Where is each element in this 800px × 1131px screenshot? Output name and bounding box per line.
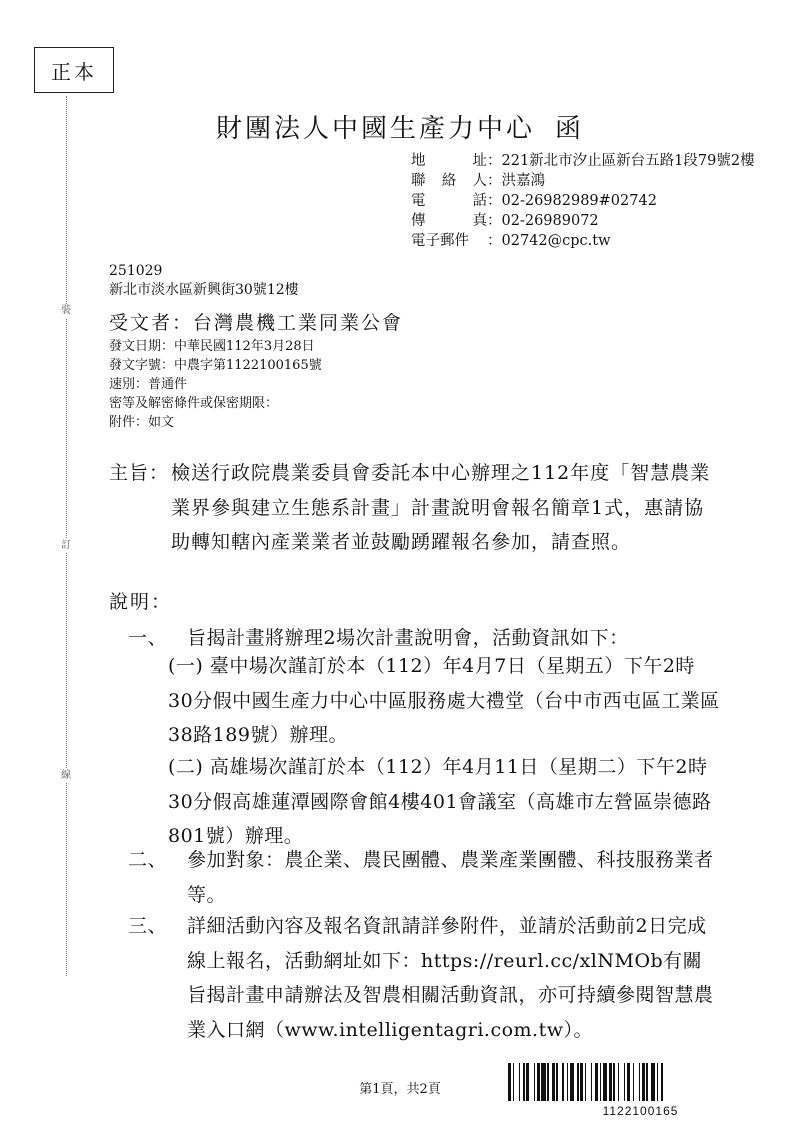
explanation-label: 說明： <box>109 591 173 613</box>
barcode-bar <box>519 1063 521 1101</box>
barcode-bar <box>603 1063 608 1101</box>
attachments: 附件：如文 <box>109 415 175 430</box>
original-copy-stamp: 正本 <box>34 47 114 93</box>
barcode-bar <box>541 1063 546 1101</box>
barcode-bar <box>556 1063 558 1101</box>
barcode-bar <box>595 1063 598 1101</box>
binding-line <box>66 96 67 976</box>
barcode <box>508 1063 773 1123</box>
recipient: 受文者：台灣農機工業同業公會 <box>109 312 404 334</box>
barcode-bar <box>633 1063 635 1101</box>
address-line: 新北市淡水區新興街30號12樓 <box>109 282 299 298</box>
contact-phone-value: 02-26982989#02742 <box>501 193 657 209</box>
subitem-number: (二) <box>168 756 204 778</box>
item-text: 詳細活動內容及報名資訊請詳參附件，並請於活動前2日完成線上報名，活動網址如下：https://reurl.cc/xlNMOb有關旨揭計畫申請辦法及智農相關活動資訊，亦可持續參閱智慧農業入口網（www.intelligentagri.com.tw）。 <box>187 915 714 1041</box>
barcode-bar <box>657 1063 659 1101</box>
barcode-bar <box>534 1063 536 1101</box>
barcode-bar <box>513 1063 515 1101</box>
barcode-bar <box>639 1063 641 1101</box>
barcode-bar <box>508 1063 511 1101</box>
explanation-subitem-1-1 <box>168 649 720 753</box>
item-number: 二、 <box>128 849 168 871</box>
binding-char-ding: 訂 <box>58 539 74 553</box>
explanation-item-2 <box>128 843 718 912</box>
recipient-address <box>109 262 299 300</box>
barcode-bar <box>570 1063 575 1101</box>
contact-person-row: 聯 絡 人 ： 洪嘉鴻 <box>411 173 545 189</box>
subitem-text: 臺中場次謹訂於本（112）年4月7日（星期五）下午2時30分假中國生產力中心中區服務處大禮堂（台中市西屯區工業區38路189號）辦理。 <box>168 655 720 746</box>
document-meta <box>109 337 322 432</box>
barcode-bar <box>526 1063 529 1101</box>
barcode-bar <box>591 1063 593 1101</box>
document-type: 函 <box>555 114 585 144</box>
barcode-bar <box>651 1063 656 1101</box>
postal-code: 251029 <box>109 263 163 279</box>
barcode-bar <box>624 1063 626 1101</box>
contact-fax-value: 02-26989072 <box>501 213 599 229</box>
barcode-bar <box>618 1063 620 1101</box>
subitem-number: (一) <box>168 655 204 677</box>
barcode-bar <box>585 1063 587 1101</box>
barcode-bar <box>661 1063 663 1101</box>
contact-person-value: 洪嘉鴻 <box>501 173 545 189</box>
subject-label: 主旨： <box>109 462 170 484</box>
item-number: 三、 <box>128 915 168 937</box>
barcode-bar <box>552 1063 555 1101</box>
contact-address-value: 221新北市汐止區新台五路1段79號2樓 <box>501 153 755 169</box>
barcode-bar <box>613 1063 615 1101</box>
contact-block <box>411 151 755 251</box>
urgency: 速別：普通件 <box>109 377 188 392</box>
explanation-subitem-1-2 <box>168 750 720 854</box>
barcode-number: 1122100165 <box>602 1104 679 1118</box>
binding-char-zhuang: 裝 <box>58 304 74 318</box>
contact-fax-row: 傳 真 ： 02-26989072 <box>411 213 599 229</box>
barcode-bar <box>600 1063 602 1101</box>
document-number: 發文字號：中農字第1122100165號 <box>109 358 322 373</box>
contact-address-row: 地 址 ： 221新北市汐止區新台五路1段79號2樓 <box>411 153 755 169</box>
subject-section <box>109 456 719 560</box>
security-level: 密等及解密條件或保密期限： <box>109 396 279 411</box>
barcode-bar <box>627 1063 630 1101</box>
item-number: 一、 <box>128 627 168 649</box>
contact-email-row: 電子郵件 ： 02742@cpc.tw <box>411 233 611 249</box>
barcode-bar <box>646 1063 648 1101</box>
issuing-organization: 財團法人中國生產力中心 <box>215 114 535 144</box>
barcode-bar <box>567 1063 569 1101</box>
explanation-item-3 <box>128 909 718 1047</box>
page-number: 第1頁，共2頁 <box>359 1082 441 1097</box>
barcode-bar <box>562 1063 564 1101</box>
barcode-bar <box>537 1063 540 1101</box>
contact-email-value: 02742@cpc.tw <box>501 233 611 249</box>
barcode-bar <box>642 1063 645 1101</box>
item-text: 旨揭計畫將辦理2場次計畫說明會，活動資訊如下： <box>187 627 629 649</box>
binding-char-xian: 線 <box>58 769 74 783</box>
barcode-bar <box>523 1063 525 1101</box>
contact-phone-row: 電 話 ： 02-26982989#02742 <box>411 193 657 209</box>
barcode-bar <box>609 1063 612 1101</box>
subitem-text: 高雄場次謹訂於本（112）年4月11日（星期二）下午2時30分假高雄蓮潭國際會館4樓401會議室（高雄市左營區崇德路801號）辦理。 <box>168 756 712 847</box>
item-text: 參加對象：農企業、農民團體、農業產業團體、科技服務業者等。 <box>187 849 714 906</box>
barcode-bars <box>508 1063 773 1101</box>
barcode-bar <box>577 1063 579 1101</box>
barcode-bar <box>547 1063 549 1101</box>
issue-date: 發文日期：中華民國112年3月28日 <box>109 339 315 354</box>
document-title <box>0 108 800 145</box>
subject-text: 檢送行政院農業委員會委託本中心辦理之112年度「智慧農業業界參與建立生態系計畫」計畫說明會報名簡章1式，惠請協助轉知轄內產業業者並鼓勵踴躍報名參加，請查照。 <box>171 462 711 553</box>
barcode-bar <box>580 1063 583 1101</box>
